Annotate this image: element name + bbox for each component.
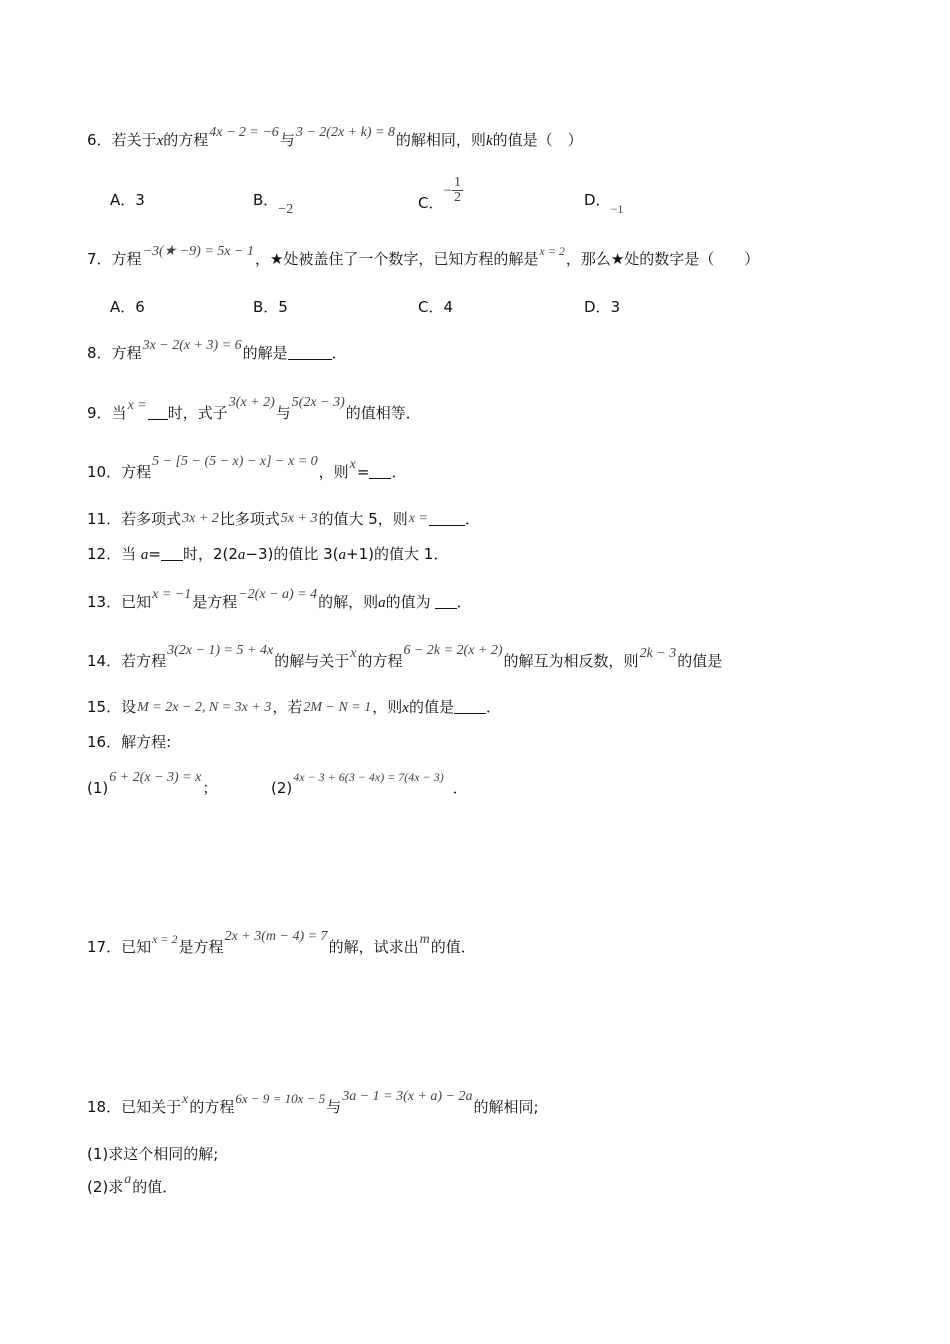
q16-equation-1: 6 + 2(x − 3) = x xyxy=(109,770,202,785)
q15-text: 的值是 xyxy=(408,698,454,716)
q17-text: 已知 xyxy=(121,938,152,956)
q9-text: 的值相等． xyxy=(345,404,421,422)
q6-option-a xyxy=(110,189,145,211)
question-17 xyxy=(87,929,476,960)
question-18-sub-1 xyxy=(87,1143,218,1165)
q9-var-x: x = xyxy=(127,398,147,413)
q11-polynomial-1: 3x + 2 xyxy=(182,511,219,526)
q12-text: +1)的值大 1． xyxy=(346,545,449,563)
option-label: A． xyxy=(110,298,136,316)
q6-number: 6． xyxy=(87,131,112,149)
fraction xyxy=(452,176,463,205)
q7-option-d xyxy=(584,296,620,318)
q6-option-c-fraction xyxy=(443,176,462,205)
q13-var-a: a xyxy=(378,595,386,611)
q7-solution: x = 2 xyxy=(539,244,565,258)
fraction-denominator: 2 xyxy=(453,190,461,205)
question-11 xyxy=(87,508,480,532)
q17-text: 的解，试求出 xyxy=(328,938,419,956)
q10-text: = xyxy=(356,463,370,481)
q14-text: 的解互为相反数，则 xyxy=(503,652,639,670)
q7-number: 7． xyxy=(87,250,112,268)
q15-number: 15． xyxy=(87,698,122,716)
q10-equation: 5 − [5 − (5 − x) − x] − x = 0 xyxy=(152,454,318,469)
q11-number: 11． xyxy=(87,510,122,528)
q16-equation-2: 4x − 3 + 6(3 − 4x) = 7(4x − 3) xyxy=(293,770,444,784)
q14-text: 的解与关于 xyxy=(274,652,350,670)
q11-text: ． xyxy=(464,510,480,528)
q10-text: 方程 xyxy=(121,463,152,481)
q8-number: 8． xyxy=(87,344,112,362)
q10-var-x: x xyxy=(349,457,356,472)
q6-option-d xyxy=(584,189,624,216)
q6-text: 的值是（ ） xyxy=(492,131,583,149)
q16-text: ． xyxy=(452,779,468,797)
q12-text: 时，2(2 xyxy=(182,545,238,563)
q6-var-x: x xyxy=(156,133,164,149)
question-8 xyxy=(87,338,347,366)
question-16-part-2 xyxy=(271,770,468,800)
q7-equation: −3(★ −9) = 5x − 1 xyxy=(142,244,254,259)
q15-definitions: M = 2x − 2, N = 3x + 3 xyxy=(137,700,272,715)
q14-var-x: x xyxy=(350,646,357,661)
q10-text: ，则 xyxy=(318,463,349,481)
option-label: A． xyxy=(110,191,136,209)
option-label: D． xyxy=(584,191,611,209)
q7-option-c xyxy=(418,296,453,318)
q16-part-2-label: (2) xyxy=(271,779,293,797)
question-15 xyxy=(87,696,501,720)
q12-text: 当 xyxy=(121,545,141,563)
fraction-sign: − xyxy=(443,182,452,199)
q16-part-1-label: (1) xyxy=(87,779,109,797)
q15-equation: 2M − N = 1 xyxy=(303,700,372,715)
q18-number: 18． xyxy=(87,1098,122,1116)
q15-text: ，则 xyxy=(372,698,403,716)
q17-equation: 2x + 3(m − 4) = 7 xyxy=(224,929,328,944)
q14-equation-2: 6 − 2k = 2(x + 2) xyxy=(403,643,503,658)
question-16-parts xyxy=(87,770,218,801)
q15-text: ． xyxy=(485,698,501,716)
question-18 xyxy=(87,1089,539,1120)
q15-text: ，若 xyxy=(272,698,303,716)
q8-text: 的解是 xyxy=(242,344,288,362)
q16-text: 解方程: xyxy=(121,733,172,751)
q12-number: 12． xyxy=(87,545,122,563)
q18-equation-2: 3a − 1 = 3(x + a) − 2a xyxy=(342,1089,473,1104)
option-value: 4 xyxy=(443,298,454,316)
q6-equation-2: 3 − 2(2x + k) = 8 xyxy=(295,125,395,140)
option-value: 3 xyxy=(135,191,145,209)
q12-var-a: a xyxy=(338,547,347,563)
q11-text: 比多项式 xyxy=(219,510,280,528)
q18-text: 的方程 xyxy=(189,1098,235,1116)
q18-sub-question-2: 的值． xyxy=(132,1178,178,1196)
q9-expression-2: 5(2x − 3) xyxy=(291,395,345,410)
question-13 xyxy=(87,587,472,615)
q12-text: −3)的值比 3( xyxy=(245,545,339,563)
question-14 xyxy=(87,643,723,674)
q6-option-b xyxy=(253,189,294,217)
q6-text: 的解相同，则 xyxy=(395,131,486,149)
q9-text: 当 xyxy=(111,404,127,422)
q14-number: 14． xyxy=(87,652,122,670)
option-label: D． xyxy=(584,298,611,316)
q13-number: 13． xyxy=(87,593,122,611)
q12-text: = xyxy=(148,545,161,563)
q8-equation: 3x − 2(x + 3) = 6 xyxy=(142,338,242,353)
answer-blank xyxy=(429,525,465,526)
option-value: 6 xyxy=(135,298,145,316)
q7-option-a xyxy=(110,296,145,318)
q14-equation-1: 3(2x − 1) = 5 + 4x xyxy=(167,643,274,658)
q13-text: 是方程 xyxy=(192,593,238,611)
q13-text: ． xyxy=(456,593,472,611)
q10-text: ． xyxy=(391,463,407,481)
option-label: B． xyxy=(253,191,279,209)
option-value: −1 xyxy=(610,202,624,216)
q12-var-a: a xyxy=(237,547,246,563)
q8-text: 方程 xyxy=(111,344,142,362)
question-9 xyxy=(87,395,421,426)
option-value: 3 xyxy=(610,298,621,316)
q18-text: 与 xyxy=(326,1098,342,1116)
q8-text: ． xyxy=(331,344,347,362)
q6-equation-1: 4x − 2 = −6 xyxy=(209,125,279,140)
q17-var-m: m xyxy=(419,932,430,947)
option-value: −2 xyxy=(278,202,294,217)
q12-var-a: a xyxy=(140,547,149,563)
q11-var-x: x = xyxy=(408,511,428,526)
question-6 xyxy=(87,125,583,153)
q13-text: 已知 xyxy=(121,593,152,611)
q18-sub-question-2: (2)求 xyxy=(87,1178,124,1196)
q13-solution: x = −1 xyxy=(152,587,192,602)
option-label: C． xyxy=(418,298,444,316)
q18-text: 已知关于 xyxy=(121,1098,182,1116)
q13-equation: −2(x − a) = 4 xyxy=(238,587,318,602)
option-value: 5 xyxy=(278,298,288,316)
question-12 xyxy=(87,543,448,566)
q16-number: 16． xyxy=(87,733,122,751)
q10-number: 10． xyxy=(87,463,122,481)
answer-blank xyxy=(454,713,486,714)
q18-equation-1: 6x − 9 = 10x − 5 xyxy=(235,1091,326,1106)
q7-option-b xyxy=(253,296,288,318)
q14-expression: 2k − 3 xyxy=(639,646,677,661)
question-18-sub-2 xyxy=(87,1172,178,1200)
q17-text: 是方程 xyxy=(178,938,224,956)
q14-text: 的值是 xyxy=(677,652,723,670)
q13-text: 的解，则 xyxy=(318,593,379,611)
q18-var-a: a xyxy=(124,1172,132,1187)
q11-text: 若多项式 xyxy=(121,510,182,528)
q6-var-k: k xyxy=(485,133,493,149)
question-10 xyxy=(87,454,407,485)
q14-text: 若方程 xyxy=(121,652,167,670)
q9-text: 时，式子 xyxy=(167,404,228,422)
q6-text: 与 xyxy=(279,131,295,149)
option-label: B． xyxy=(253,298,279,316)
q6-text: 若关于 xyxy=(111,131,157,149)
question-16 xyxy=(87,731,171,753)
q18-sub-question-1: (1)求这个相同的解; xyxy=(87,1145,219,1163)
q18-var-x: x xyxy=(182,1092,189,1107)
q11-polynomial-2: 5x + 3 xyxy=(280,511,318,526)
q17-solution: x = 2 xyxy=(152,932,178,946)
option-label: C． xyxy=(418,193,444,212)
answer-blank xyxy=(161,560,183,561)
fraction-numerator: 1 xyxy=(453,175,461,190)
q9-number: 9． xyxy=(87,404,112,422)
answer-blank xyxy=(288,359,332,360)
q13-text: 的值为 xyxy=(385,593,431,611)
q15-text: 设 xyxy=(121,698,137,716)
q9-text: 与 xyxy=(275,404,291,422)
answer-blank xyxy=(369,478,391,479)
q18-text: 的解相同; xyxy=(473,1098,539,1116)
answer-blank xyxy=(148,419,168,420)
q7-text: ，那么★处的数字是（ ） xyxy=(565,250,760,268)
q11-text: 的值大 5，则 xyxy=(318,510,408,528)
q7-text: 方程 xyxy=(111,250,142,268)
question-7 xyxy=(87,244,760,272)
q17-number: 17． xyxy=(87,938,122,956)
q14-text: 的方程 xyxy=(357,652,403,670)
q9-expression-1: 3(x + 2) xyxy=(228,395,275,410)
answer-blank xyxy=(435,608,457,609)
q16-separator: ； xyxy=(202,779,218,797)
q6-text: 的方程 xyxy=(163,131,209,149)
q15-var-x: x xyxy=(402,700,409,716)
q17-text: 的值． xyxy=(430,938,476,956)
q7-text: ，★处被盖住了一个数字，已知方程的解是 xyxy=(254,250,539,268)
q6-option-c xyxy=(418,175,463,212)
